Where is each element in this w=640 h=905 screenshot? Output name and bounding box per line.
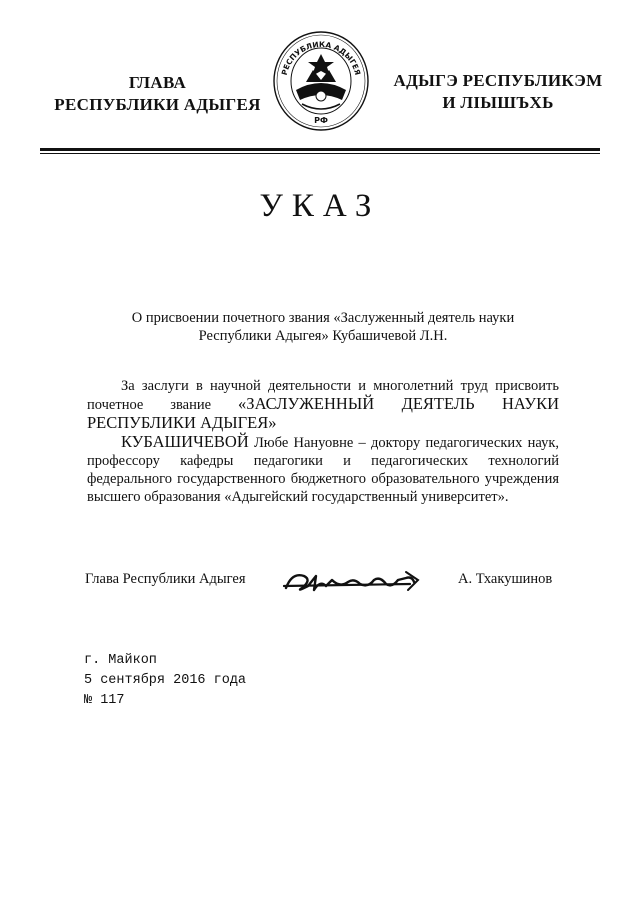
recipient-surname: КУБАШИЧЕВОЙ — [121, 432, 249, 451]
republic-emblem-icon — [272, 30, 370, 132]
honorary-title: «ЗАСЛУЖЕННЫЙ ДЕЯТЕЛЬ НАУКИ РЕСПУБЛИКИ АДЫГЕЯ» — [87, 394, 559, 432]
emblem-ring-text: РЕСПУБЛИКА АДЫГЕЯ — [279, 39, 363, 77]
document-footer — [84, 651, 246, 711]
document-title: УКАЗ — [259, 188, 381, 224]
header-rule-thin — [40, 153, 600, 154]
body-paragraph-2 — [87, 433, 559, 506]
paragraph-1-text: За заслуги в научной деятельности и многолетний труд присвоить почетное звание — [87, 378, 559, 413]
header-left-block — [40, 72, 275, 116]
subject-line-1: О присвоении почетного звания «Заслуженный деятель науки — [131, 310, 515, 326]
emblem-bottom-text: РФ — [314, 116, 328, 125]
handwritten-signature-icon — [282, 566, 422, 596]
document-body — [87, 377, 559, 506]
header-right-block — [386, 70, 610, 114]
footer-city: г. Майкоп — [84, 653, 157, 668]
body-paragraph-1 — [87, 377, 559, 433]
paragraph-2-text: Любе Нануовне – доктору педагогических наук, профессору кафедры педагогики и педагогических технологий федерального государственного бюджетного образовательного учреждения высшего образования «Адыгейский государственный университет». — [87, 435, 559, 505]
document-subject — [100, 309, 546, 345]
header-rule-thick — [40, 148, 600, 151]
header-left-line2: РЕСПУБЛИКИ АДЫГЕЯ — [54, 95, 261, 114]
header-right-line2: И ЛІЫШЪХЬ — [442, 93, 554, 112]
subject-line-2: Республики Адыгея» Кубашичевой Л.Н. — [198, 328, 448, 344]
signatory-name: А. Тхакушинов — [458, 571, 553, 587]
footer-number: № 117 — [84, 693, 125, 708]
footer-date: 5 сентября 2016 года — [84, 673, 247, 688]
signatory-role: Глава Республики Адыгея — [85, 571, 246, 587]
header-left-line1: ГЛАВА — [128, 73, 187, 92]
header-right-line1: АДЫГЭ РЕСПУБЛИКЭМ — [393, 71, 603, 90]
